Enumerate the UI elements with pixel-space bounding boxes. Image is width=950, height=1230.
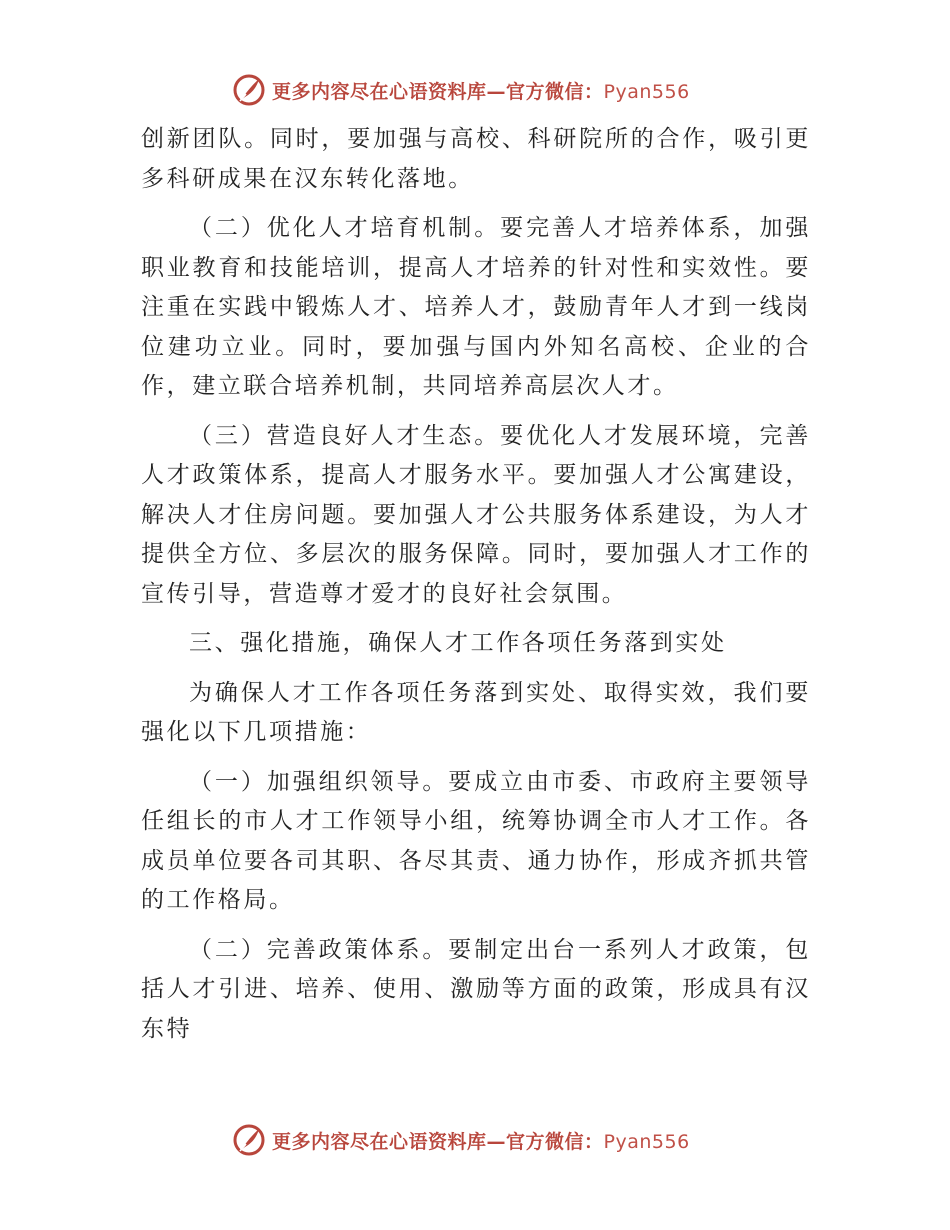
paragraph-intro: 为确保人才工作各项任务落到实处、取得实效，我们要强化以下几项措施： — [141, 679, 811, 745]
banner-wechat-handle: Pyan556 — [603, 80, 690, 103]
banner-link-text[interactable]: 更多内容尽在心语资料库— — [272, 80, 507, 103]
banner-link-text[interactable]: 更多内容尽在心语资料库— — [272, 1130, 507, 1153]
header-banner[interactable] — [232, 72, 712, 108]
footer-banner[interactable] — [232, 1122, 712, 1158]
paragraph-talent-cultivation: （二）优化人才培育机制。要完善人才培养体系，加强职业教育和技能培训，提高人才培养的针对性和实效性。要注重在实践中锻炼人才、培养人才，鼓励青年人才到一线岗位建功立业。同时，要加强与国内外知名高校、企业的合作，建立联合培养机制，共同培养高层次人才。 — [141, 215, 811, 399]
banner-wechat-handle: Pyan556 — [603, 1130, 690, 1153]
banner-wechat-label: 官方微信： — [506, 1130, 604, 1153]
quill-logo-icon — [232, 1123, 266, 1157]
document-body — [141, 120, 811, 1049]
paragraph-policy: （二）完善政策体系。要制定出台一系列人才政策，包括人才引进、培养、使用、激励等方面的政策，形成具有汉东特 — [141, 936, 811, 1042]
section-heading: 三、强化措施，确保人才工作各项任务落到实处 — [189, 630, 727, 656]
banner-wechat-label: 官方微信： — [506, 80, 604, 103]
banner-text — [272, 1127, 690, 1154]
banner-text — [272, 77, 690, 104]
quill-logo-icon — [232, 73, 266, 107]
paragraph-organization: （一）加强组织领导。要成立由市委、市政府主要领导任组长的市人才工作领导小组，统筹协调全市人才工作。各成员单位要各司其职、各尽其责、通力协作，形成齐抓共管的工作格局。 — [141, 768, 811, 913]
paragraph-continued: 创新团队。同时，要加强与高校、科研院所的合作，吸引更多科研成果在汉东转化落地。 — [141, 126, 811, 192]
paragraph-talent-ecology: （三）营造良好人才生态。要优化人才发展环境，完善人才政策体系，提高人才服务水平。要加强人才公寓建设，解决人才住房问题。要加强人才公共服务体系建设，为人才提供全方位、多层次的服务保障。同时，要加强人才工作的宣传引导，营造尊才爱才的良好社会氛围。 — [141, 422, 811, 607]
